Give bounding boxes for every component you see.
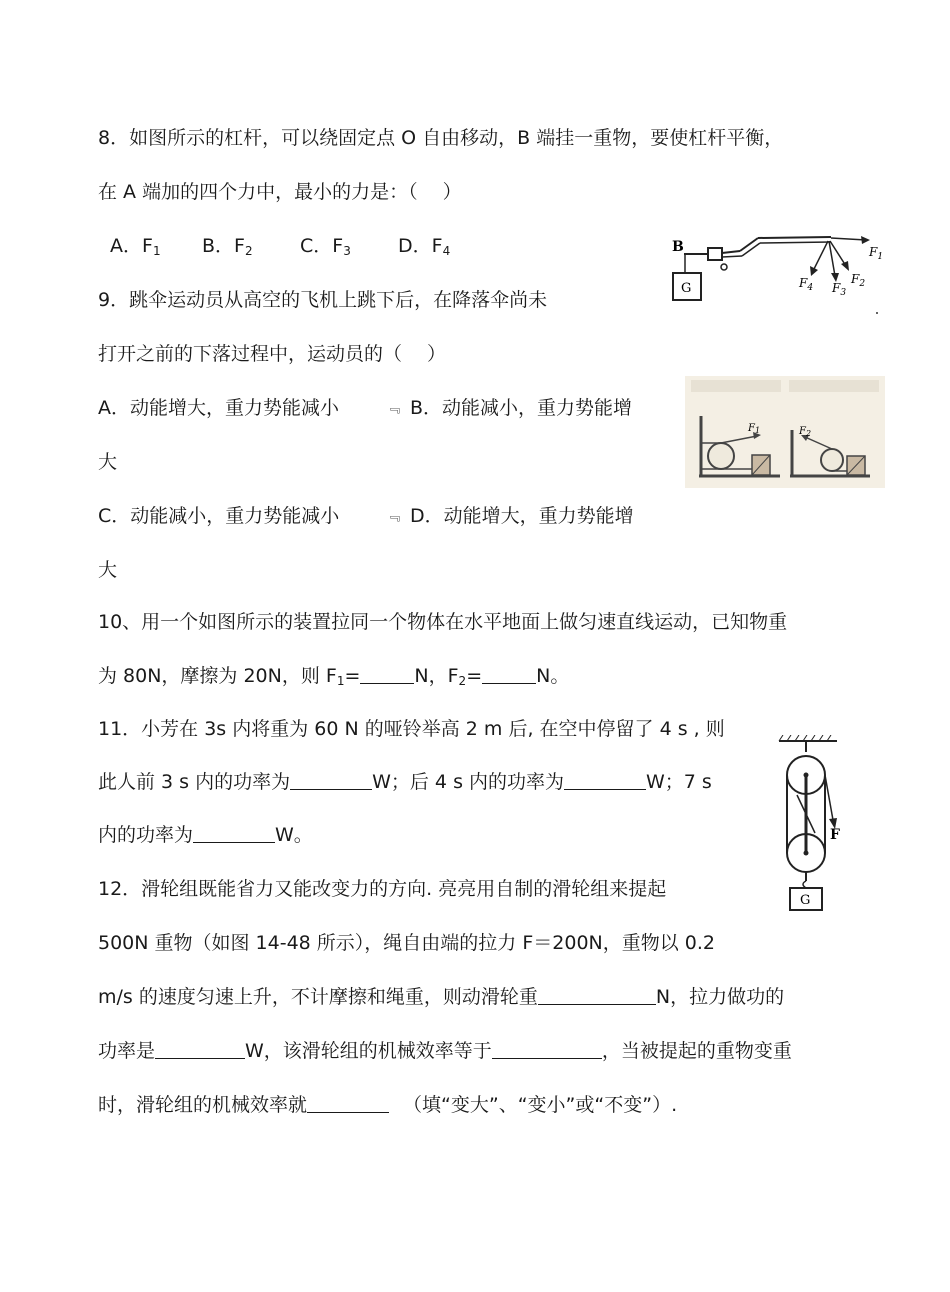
pivot-block <box>708 248 722 260</box>
q8-line-2: 在 A 端加的四个力中，最小的力是：（ ） <box>98 181 462 203</box>
q9-line-2: 打开之前的下落过程中，运动员的（ ） <box>98 343 447 365</box>
q11-blank-3[interactable] <box>193 823 275 843</box>
lever-label-f4: $F_4$ <box>799 276 814 293</box>
q11-line-2: 此人前 3 s 内的功率为 W；后 4 s 内的功率为 W；7 s <box>98 771 712 793</box>
lever-label-g: G <box>681 281 692 296</box>
q10-blank-f1[interactable] <box>360 664 414 684</box>
q9-wrap-2: 大 <box>98 559 118 581</box>
q11-blank-2[interactable] <box>564 770 646 790</box>
pulley-label-g: G <box>800 893 811 908</box>
q11-line-1: 11．小芳在 3s 内将重为 60 N 的哑铃举高 2 m 后, 在空中停留了 4 s , 则 <box>98 718 725 740</box>
lever-figure <box>668 226 888 318</box>
q12-line-4: 功率是 W，该滑轮组的机械效率等于 ，当被提起的重物变重 <box>98 1040 792 1062</box>
q12-line-1: 12．滑轮组既能省力又能改变力的方向. 亮亮用自制的滑轮组来提起 <box>98 878 667 900</box>
q9-mark-2: ﹃ <box>386 508 400 524</box>
q9-option-b: B．动能减小，重力势能增 <box>410 397 633 419</box>
pulley-friction-figure <box>685 376 885 488</box>
q8-option-c: C．$F_3$ <box>300 235 351 258</box>
q12-line-2: 500N 重物（如图 14-48 所示），绳自由端的拉力 F＝200N，重物以 0.2 <box>98 932 716 954</box>
q9-wrap-1: 大 <box>98 451 118 473</box>
q9-line-1: 9．跳伞运动员从高空的飞机上跳下后，在降落伞尚未 <box>98 289 548 311</box>
q12-blank-power[interactable] <box>155 1039 245 1059</box>
q11-line-3: 内的功率为 W。 <box>98 824 313 846</box>
q8-option-a: A．$F_1$ <box>110 235 161 258</box>
q12-line-5: 时，滑轮组的机械效率就 （填“变大”、“变小”或“不变”）. <box>98 1094 678 1116</box>
pulley-label-f: F <box>830 827 840 843</box>
lever-label-f1: $F_1$ <box>869 245 884 262</box>
q10-blank-f2[interactable] <box>482 664 536 684</box>
lever-label-f2: $F_2$ <box>851 272 866 289</box>
q9-option-a: A．动能增大，重力势能减小 <box>98 397 339 419</box>
q12-line-3: m/s 的速度匀速上升，不计摩擦和绳重，则动滑轮重 N，拉力做功的 <box>98 986 785 1008</box>
q12-blank-pulley-weight[interactable] <box>538 985 656 1005</box>
q9-mark-1: ﹃ <box>386 400 400 416</box>
q10-line-2: 为 80N，摩擦为 20N，则 $F_1= N$，$F_2= N$。 <box>98 665 570 688</box>
q10-line-1: 10、用一个如图所示的装置拉同一个物体在水平地面上做匀速直线运动，已知物重 <box>98 611 788 633</box>
q12-blank-efficiency[interactable] <box>492 1039 602 1059</box>
q8-option-d: D．$F_4$ <box>398 235 451 258</box>
friction-label-f2: $F_2$ <box>799 426 812 438</box>
q8-line-1: 8．如图所示的杠杆，可以绕固定点 O 自由移动，B 端挂一重物，要使杠杆平衡， <box>98 127 784 149</box>
q12-blank-change[interactable] <box>307 1093 389 1113</box>
friction-label-f1: $F_1$ <box>748 423 761 435</box>
lever-label-f3: $F_3$ <box>832 281 847 298</box>
q11-blank-1[interactable] <box>290 770 372 790</box>
pulley-block-figure <box>775 735 845 917</box>
q8-option-b: B．$F_2$ <box>202 235 253 258</box>
q9-option-d: D．动能增大，重力势能增 <box>410 505 634 527</box>
q9-option-c: C．动能减小，重力势能减小 <box>98 505 340 527</box>
pivot-o <box>721 264 727 270</box>
lever-label-b: B <box>672 239 684 255</box>
